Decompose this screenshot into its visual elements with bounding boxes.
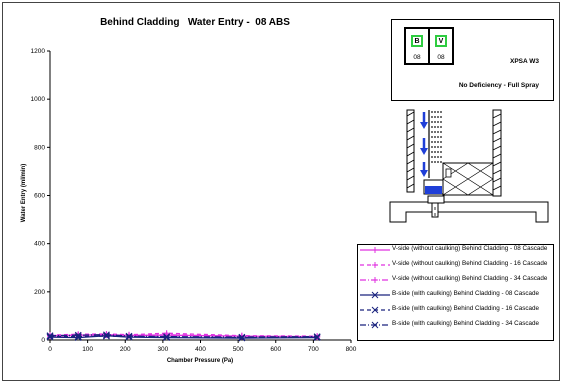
x-tick-label: 500 (232, 346, 244, 353)
x-tick-label: 800 (345, 346, 357, 353)
water-arrows (420, 112, 428, 177)
chart-legend (357, 244, 554, 341)
x-axis-label: Chamber Pressure (Pa) (166, 358, 234, 364)
y-tick-label: 800 (34, 144, 45, 152)
legend-label: B-side (with caulking) Behind Cladding - 08 Cascade (392, 290, 540, 297)
wall-section-diagram (388, 108, 554, 232)
b-side-box (404, 27, 430, 65)
y-axis-label: Water Entry (ml/min) (21, 163, 27, 223)
cladding-strips (429, 110, 443, 178)
legend-label: B-side (with caulking) Behind Cladding - 16 Cascade (392, 305, 540, 312)
y-tick-label: 0 (41, 337, 45, 344)
y-tick-label: 600 (34, 192, 45, 200)
y-tick-label: 1000 (30, 96, 45, 104)
v-side-number: 08 (437, 54, 445, 61)
x-tick-label: 400 (195, 346, 206, 353)
legend-swatch (360, 260, 390, 270)
x-tick-label: 300 (157, 346, 169, 353)
v-side-box (428, 27, 454, 65)
legend-label: B-side (with caulking) Behind Cladding - 34 Cascade (392, 320, 540, 327)
specimen-code: XPSA W3 (509, 58, 539, 65)
y-tick-label: 200 (34, 288, 45, 296)
water-collection (424, 180, 443, 194)
legend-swatch (360, 245, 390, 255)
chart-title: Behind Cladding Water Entry - 08 ABS (100, 17, 290, 28)
b-side-number: 08 (413, 54, 421, 61)
left-wall-panel (407, 110, 414, 192)
deficiency-status: No Deficiency - Full Spray (458, 82, 539, 89)
y-tick-label: 400 (34, 240, 45, 248)
x-tick-label: 600 (270, 346, 282, 353)
legend-label: V-side (without caulking) Behind Cladding - 08 Cascade (392, 245, 548, 252)
b-side-letter: B (411, 35, 423, 47)
legend-swatch (360, 290, 390, 300)
legend-swatch (360, 320, 390, 330)
x-tick-label: 100 (82, 346, 94, 353)
v-side-letter: V (435, 35, 447, 47)
legend-swatch (360, 305, 390, 315)
y-tick-label: 1200 (30, 48, 45, 55)
legend-label: V-side (without caulking) Behind Cladding - 34 Cascade (392, 275, 548, 282)
x-tick-label: 200 (119, 346, 131, 353)
x-tick-label: 700 (307, 346, 319, 353)
legend-item-b34 (358, 320, 554, 341)
x-tick-label: 0 (48, 346, 52, 353)
legend-label: V-side (without caulking) Behind Cladding - 16 Cascade (392, 260, 548, 267)
base-sill (390, 196, 548, 222)
legend-swatch (360, 275, 390, 285)
window-frame (443, 163, 493, 195)
right-wall-panel (493, 110, 501, 196)
specimen-key-box (391, 19, 554, 101)
